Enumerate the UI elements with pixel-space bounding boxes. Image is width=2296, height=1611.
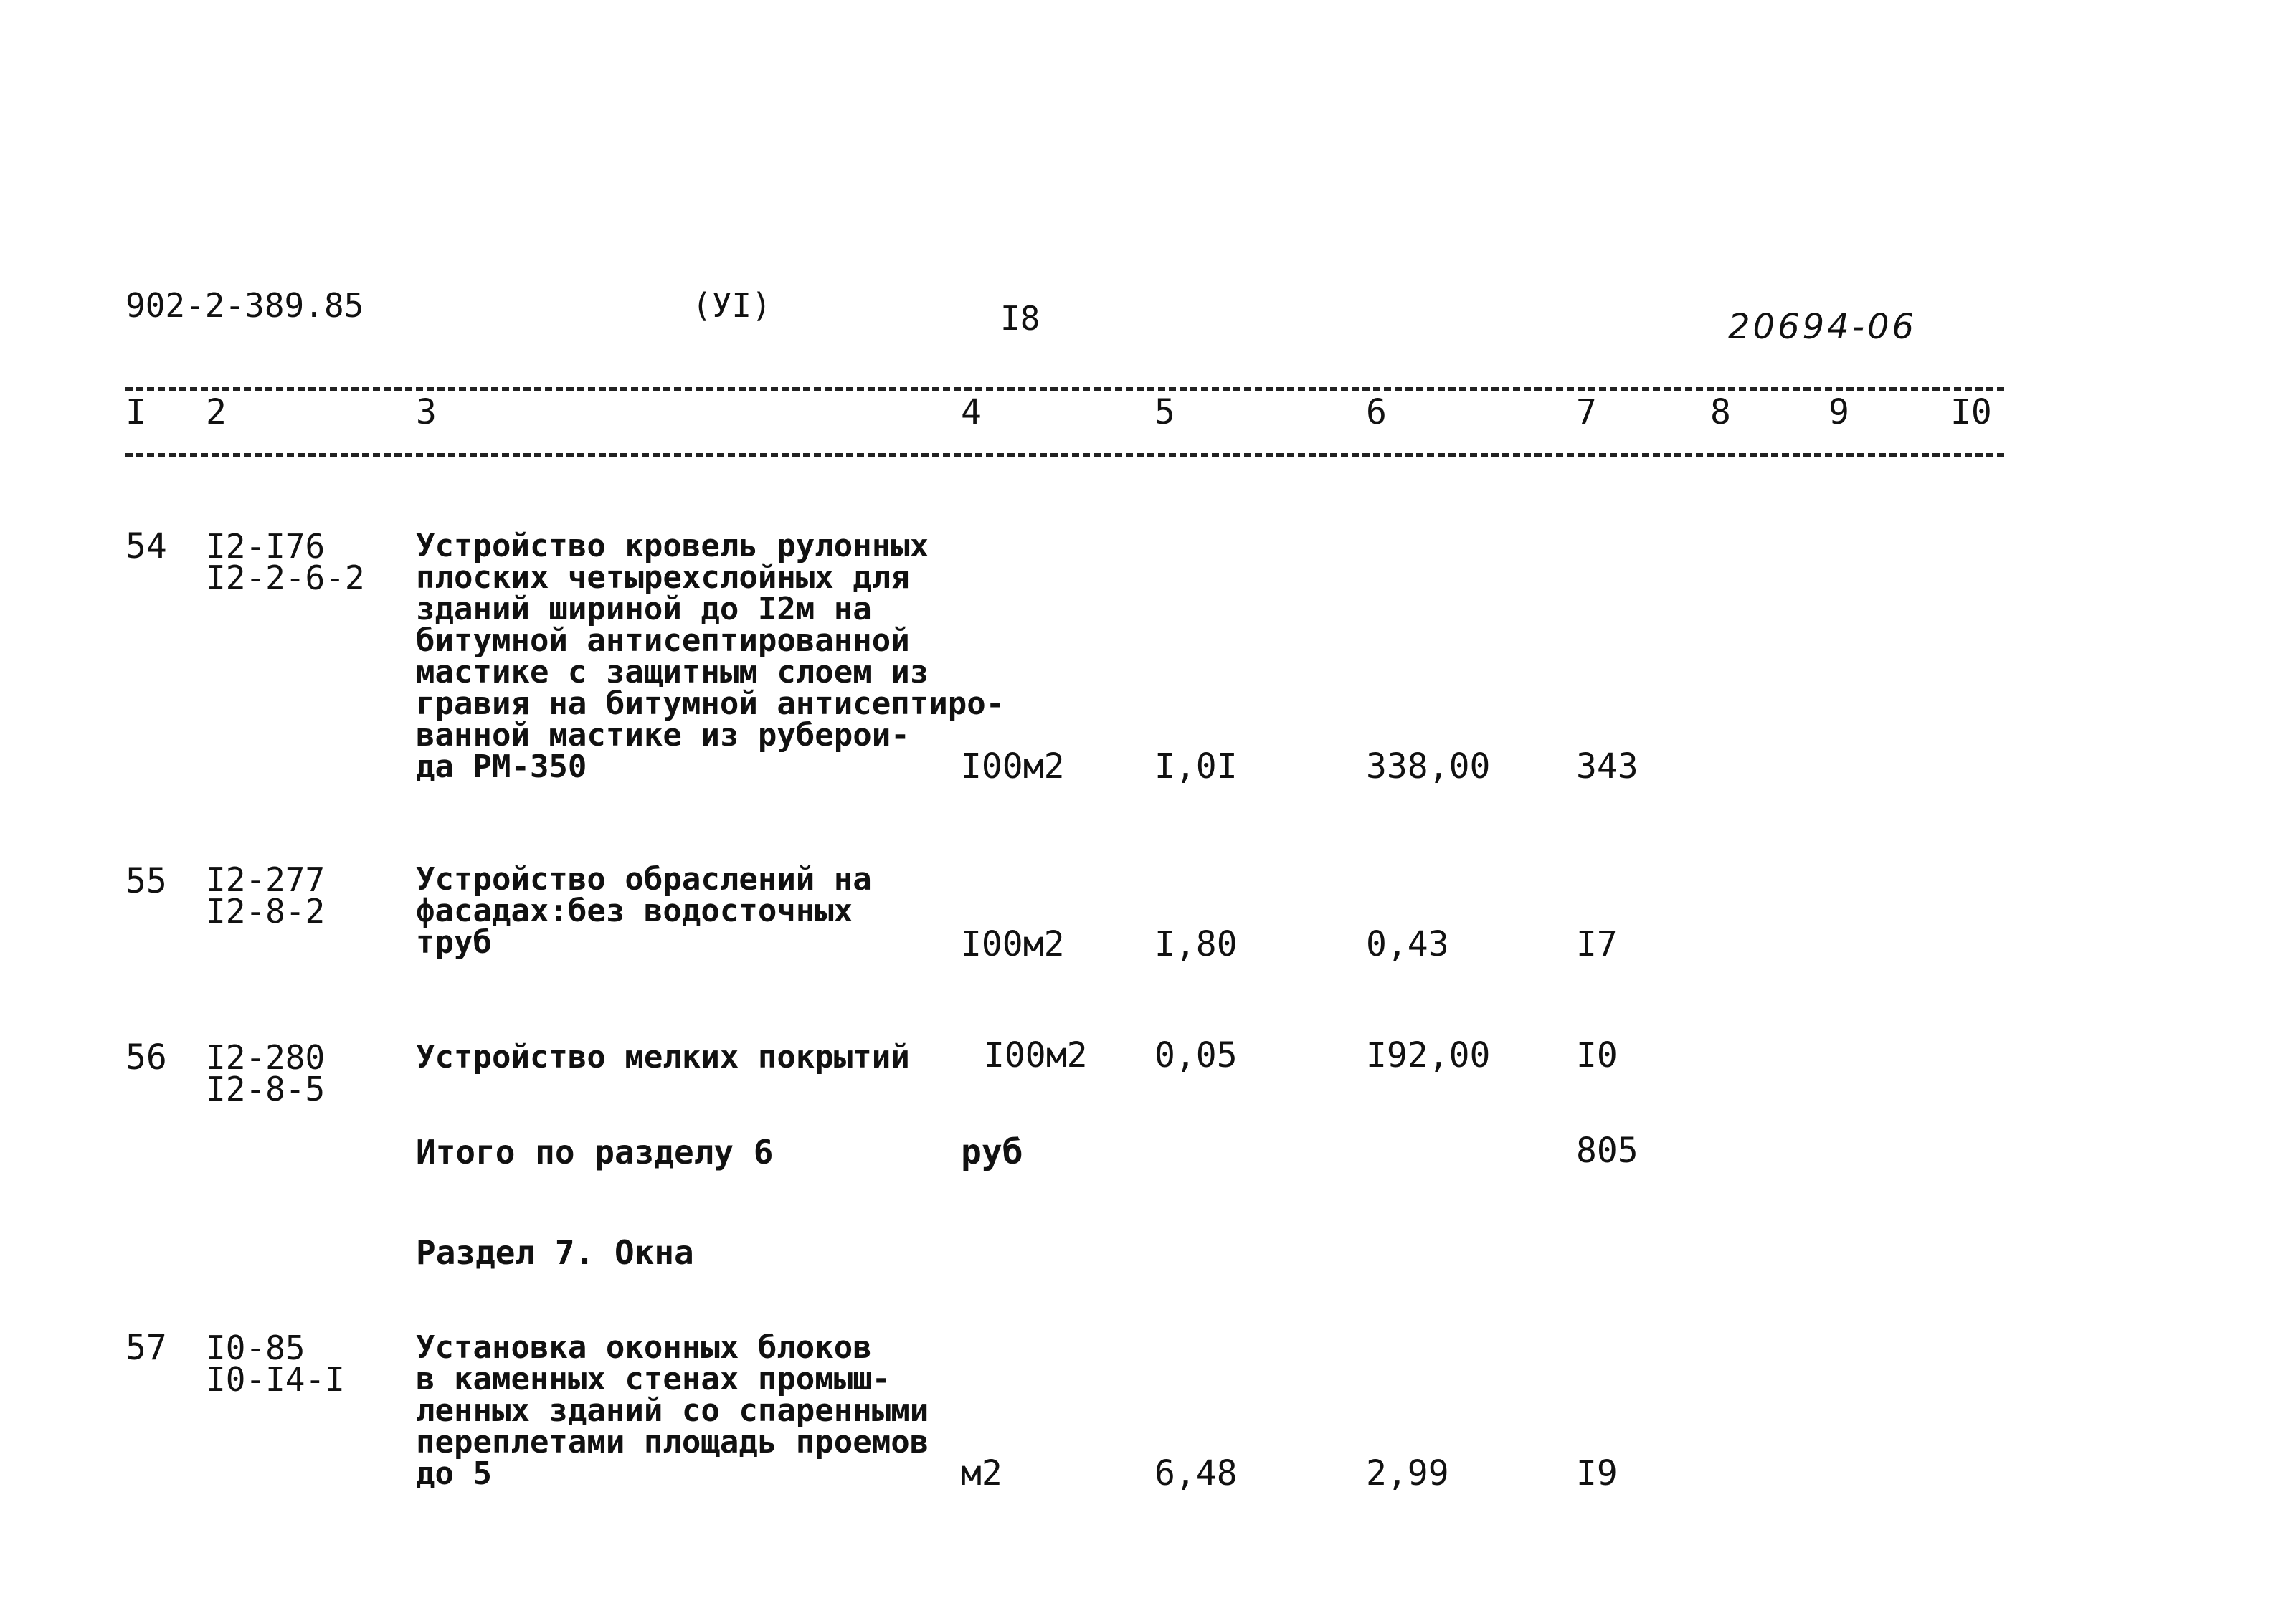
- row-description: Устройство кровель рулонных плоских четырехслойных для зданий шириной до I2м на битумной антисептированной мастике с защитным слоем из гравия на битумной антисептиро- ванной мастике из руберои- да РМ-350: [416, 528, 1005, 785]
- page-number: I8: [1000, 299, 1040, 338]
- row-unit: I00м2: [961, 746, 1065, 787]
- row-number: 56: [125, 1037, 167, 1078]
- volume-number: (УI): [692, 286, 772, 325]
- row-price: I92,00: [1366, 1035, 1491, 1075]
- row-code: I2-277 I2-8-2: [206, 860, 326, 931]
- column-number-7: 7: [1576, 392, 1597, 432]
- section-total-unit: руб: [961, 1132, 1023, 1172]
- row-price: 2,99: [1366, 1453, 1449, 1493]
- section-total-value: 805: [1576, 1131, 1638, 1171]
- row-price: 338,00: [1366, 746, 1491, 787]
- row-price: 0,43: [1366, 924, 1449, 964]
- row-unit: м2: [961, 1453, 1002, 1493]
- inventory-number: 20694-06: [1728, 307, 1917, 347]
- row-description: Установка оконных блоков в каменных стенах промыш- ленных зданий со спаренными переплетами площадь проемов до 5: [416, 1329, 929, 1492]
- column-number-6: 6: [1366, 392, 1387, 432]
- header-bottom-rule: [125, 453, 2004, 457]
- row-total: I0: [1576, 1035, 1618, 1075]
- row-description: Устройство мелких покрытий: [416, 1039, 910, 1075]
- row-quantity: 0,05: [1154, 1035, 1238, 1075]
- column-number-4: 4: [961, 392, 982, 432]
- column-number-1: I: [125, 392, 146, 432]
- row-total: 343: [1576, 746, 1638, 787]
- row-quantity: I,80: [1154, 924, 1238, 964]
- row-code: I2-I76 I2-2-6-2: [206, 527, 365, 597]
- row-total: I7: [1576, 924, 1618, 964]
- row-number: 54: [125, 526, 167, 566]
- row-number: 55: [125, 861, 167, 901]
- section-total-label: Итого по разделу 6: [416, 1133, 774, 1172]
- row-quantity: 6,48: [1154, 1453, 1238, 1493]
- row-quantity: I,0I: [1154, 746, 1238, 787]
- row-unit: I00м2: [984, 1035, 1088, 1075]
- column-number-2: 2: [206, 392, 227, 432]
- column-number-3: 3: [416, 392, 437, 432]
- row-total: I9: [1576, 1453, 1618, 1493]
- column-number-8: 8: [1710, 392, 1731, 432]
- section-heading: Раздел 7. Окна: [416, 1233, 694, 1272]
- row-code: I2-280 I2-8-5: [206, 1038, 326, 1108]
- row-description: Устройство обраслений на фасадах:без водосточных труб: [416, 861, 872, 961]
- column-number-9: 9: [1828, 392, 1849, 432]
- row-code: I0-85 I0-I4-I: [206, 1329, 345, 1399]
- row-unit: I00м2: [961, 924, 1065, 964]
- document-code: 902-2-389.85: [125, 286, 364, 325]
- row-number: 57: [125, 1328, 167, 1368]
- header-top-rule: [125, 387, 2004, 391]
- column-number-5: 5: [1154, 392, 1175, 432]
- column-number-10: I0: [1950, 392, 1992, 432]
